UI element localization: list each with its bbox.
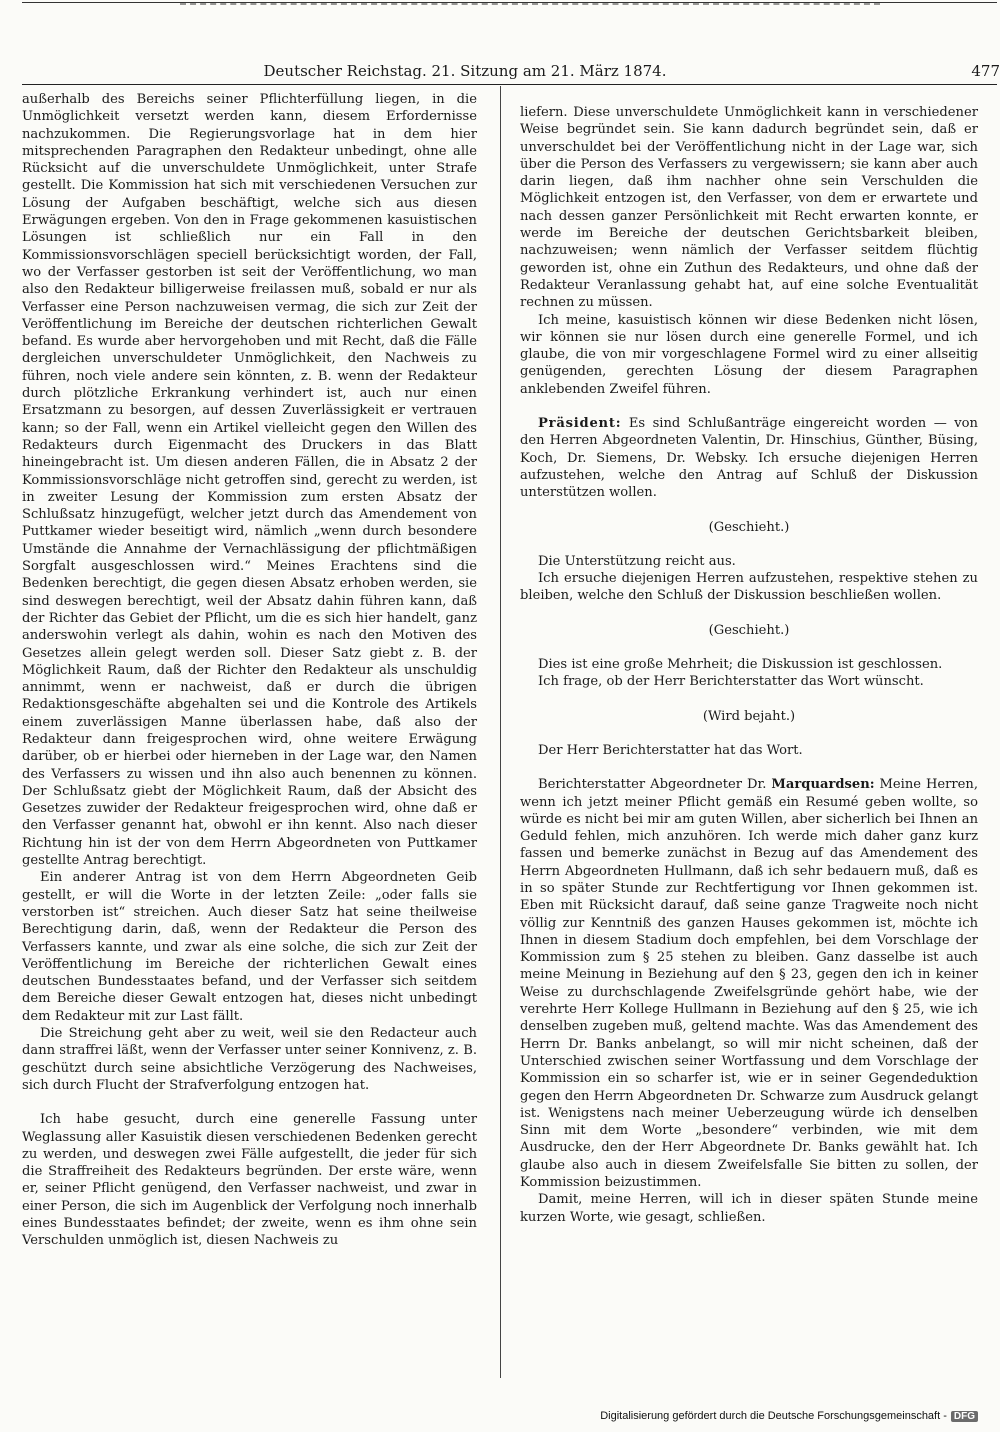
running-head: Deutscher Reichstag. 21. Sitzung am 21. März 1874. <box>263 62 667 80</box>
column-divider <box>500 86 501 1378</box>
left-column <box>22 91 477 1250</box>
stage-direction-3: (Wird bejaht.) <box>702 708 796 724</box>
digitization-credit <box>560 1410 978 1422</box>
header-rule <box>22 84 997 85</box>
right-paragraph-5: Dies ist eine große Mehrheit; die Diskussion ist geschlossen. <box>538 657 943 673</box>
speaker-name: Marquardsen: <box>771 777 875 793</box>
president-label: Präsident: <box>538 416 622 432</box>
stage-direction-2: (Geschieht.) <box>708 622 790 638</box>
scan-edge-marks <box>180 3 880 9</box>
left-paragraph-3: Die Streichung geht aber zu weit, weil sie den Redacteur auch dann straffrei läßt, wenn der Verfasser unter seiner Konnivenz, z. B. geschützt durch seine absichtliche Verzögerung des Nachweises, sich durch Flucht der Strafverfolgung entzogen hat. <box>22 1026 477 1093</box>
right-paragraph-7: Der Herr Berichterstatter hat das Wort. <box>538 742 803 758</box>
president-text: Es sind Schlußanträge eingereicht worden — von den Herren Abgeordneten Valentin, Dr. Hinschius, Günther, Büsing, Koch, Dr. Siemens, Dr. Websky. Ich ersuche diejenigen Herren aufzustehen, welche den Antrag auf Schluß der Diskussion unterstützen wollen. <box>520 416 978 501</box>
left-paragraph-4: Ich habe gesucht, durch eine generelle Fassung unter Weglassung aller Kasuistik diesen verschiedenen Bedenken gerecht zu werden, und deswegen zwei Fälle aufgestellt, die jeder für sich die Straffreiheit des Redakteurs begründen. Der erste wäre, wenn er, seiner Pflicht genügend, den Verfasser nachweist, und zwar in einer Person, die sich im Augenblick der Verfolgung noch innerhalb eines Bundesstaates befindet; der zweite, wenn es ihm ohne sein Verschulden unmöglich ist, diesen Nachweis zu <box>22 1112 477 1249</box>
right-column <box>520 104 978 1226</box>
page-number: 477 <box>971 62 1000 80</box>
dfg-logo-icon: DFG <box>951 1411 978 1422</box>
stage-direction-1: (Geschieht.) <box>708 519 790 535</box>
right-paragraph-8: Damit, meine Herren, will ich in dieser späten Stunde meine kurzen Worte, wie gesagt, schließen. <box>520 1192 978 1225</box>
right-paragraph-3: Die Unterstützung reicht aus. <box>538 553 736 569</box>
right-paragraph-2: Ich meine, kasuistisch können wir diese Bedenken nicht lösen, wir können sie nur lösen durch eine generelle Formel, und ich glaube, die von mir vorgeschlagene Formel wird zu einer allseitig genügenden, gerechten Lösung der diesem Paragraphen anklebenden Zweifel führen. <box>520 312 978 397</box>
speaker-prefix: Berichterstatter Abgeordneter Dr. <box>538 777 772 793</box>
speaker-statement <box>520 776 978 1191</box>
left-paragraph-1: außerhalb des Bereichs seiner Pflichterfüllung liegen, in die Unmöglichkeit versetzt werden kann, diesem Erfordernisse nachzukommen. Die Regierungsvorlage hat in dem hier mitsprechenden Paragraphen den Redakteur unbedingt, ohne alle Rücksicht auf die unverschuldete Unmöglichkeit, unter Strafe gestellt. Die Kommission hat sich mit verschiedenen Versuchen zur Lösung der Aufgaben beschäftigt, welche sich aus diesen Erwägungen ergeben. Von den in Frage gekommenen kasuistischen Lösungen ist schließlich nur ein Fall in den Kommissionsvorschlägen speciell berücksichtigt worden, der Fall, wo der Verfasser gestorben ist seit der Veröffentlichung, wo man also den Redakteur billigerweise freilassen muß, sobald er nur als Verfasser eine Person nachzuweisen vermag, die sich zur Zeit der Veröffentlichung im Bereiche der deutschen richterlichen Gewalt befand. Es wurde aber hervorgehoben und mit Recht, daß die Fälle dergleichen unverschuldeter Unmöglichkeit, den Nachweis zu führen, noch viele andere sein könnten, z. B. wenn der Redakteur durch plötzliche Erkrankung verhindert ist, auch nur einen Ersatzmann zu besorgen, auf dessen Zuverlässigkeit er vertrauen kann; so der Fall, wenn ein Artikel vielleicht gegen den Willen des Redakteurs durch Eigenmacht des Druckers in das Blatt hineingebracht ist. Um diesen anderen Fällen, die in Absatz 2 der Kommissionsvorschläge nicht getroffen sind, gerecht zu werden, ist in zweiter Lesung der Kommission zum ersten Absatz der Schlußsatz hinzugefügt, welcher jetzt durch das Amendement von Puttkamer wieder beseitigt wird, nämlich „wenn durch besondere Umstände die Annahme der Vernachlässigung der pflichtmäßigen Sorgfalt ausgeschlossen wird.“ Meines Erachtens sind die Bedenken berechtigt, die gegen diesen Absatz erhoben werden, sie sind deswegen berechtigt, weil der Absatz dahin führen kann, daß der Richter das Gebiet der Pflicht, um die es sich hier handelt, ganz anderswohin verlegt als dahin, wohin es nach den Motiven des Gesetzes allein gelegt werden soll. Dieser Satz giebt z. B. der Möglichkeit Raum, daß der Richter den Redakteur als unschuldig annimmt, wenn er nachweist, daß er durch die übrigen Redaktionsgeschäfte abgehalten sei und die Kontrole des Artikels einem zuverlässigen Manne überlassen habe, daß also der Redakteur dann freigesprochen wird, ohne weitere Erwägung darüber, ob er hierbei oder hierneben in der Lage war, den Namen des Verfassers zu wissen und ihn also auch benennen zu können. Der Schlußsatz giebt der Möglichkeit Raum, daß der Absicht des Gesetzes zuwider der Redakteur freigesprochen wird, ohne daß er den Verfasser genannt hat, obwohl er ihn kennt. Also nach dieser Richtung hin ist der von dem Herrn Abgeordneten von Puttkamer gestellte Antrag berechtigt. <box>22 92 477 869</box>
right-paragraph-6: Ich frage, ob der Herr Berichterstatter das Wort wünscht. <box>538 674 924 690</box>
right-paragraph-4: Ich ersuche diejenigen Herren aufzustehen, respektive stehen zu bleiben, welche den Schluß der Diskussion beschließen wollen. <box>520 571 978 604</box>
footer-text: Digitalisierung gefördert durch die Deutsche Forschungsgemeinschaft - <box>600 1410 947 1422</box>
right-paragraph-1: liefern. Diese unverschuldete Unmöglichkeit kann in verschiedener Weise begründet sein. Sie kann dadurch begründet sein, daß er unverschuldet bei der Veröffentlichung nicht in der Lage war, sich über die Person des Verfassers zu vergewissern; sie kann aber auch darin liegen, daß ihm nachher ohne sein Verschulden die Möglichkeit entzogen ist, den Verfasser, von dem er erwartete und nach dessen ganzer Persönlichkeit mit Recht erwarten konnte, er werde im Bereiche der deutschen Gerichtsbarkeit bleiben, nachzuweisen; wenn nämlich der Verfasser seitdem flüchtig geworden ist, ohne ein Zuthun des Redakteurs, und ohne daß der Redakteur Veranlassung gehabt hat, auf eine solche Eventualität rechnen zu müssen. <box>520 105 978 311</box>
speaker-text: Meine Herren, wenn ich jetzt meiner Pflicht gemäß ein Resumé geben wollte, so würde es nicht bei mir am guten Willen, aber sicherlich bei Ihnen an Geduld fehlen, mich anzuhören. Ich werde mich daher ganz kurz fassen und bemerke zunächst in Bezug auf das Amendement des Herrn Abgeordneten Hullmann, daß ich sehr bedauern muß, daß es in so später Stunde zur Rechtfertigung vor Ihnen gekommen ist. Eben mit Rücksicht darauf, daß seine ganze Tragweite noch nicht völlig zur Kenntniß des ganzen Hauses gekommen ist, möchte ich Ihnen in diesem Stadium doch empfehlen, bei dem Vorschlage der Kommission zum § 25 stehen zu bleiben. Ganz dasselbe ist auch meine Meinung in Beziehung auf den § 23, gegen den ich in keiner Weise zu durchschlagende Zweifelsgründe gehört habe, wie der verehrte Herr Kollege Hullmann in Beziehung auf den § 25, wie ich denselben zugeben muß, geltend machte. Was das Amendement des Herrn Dr. Banks anbelangt, so will mir nicht scheinen, daß der Unterschied zwischen seiner Wortfassung und dem Vorschlage der Kommission ein so scharfer ist, wie er in seiner Gegendeduktion gegen den Herrn Abgeordneten Dr. Schwarze zum Ausdruck gelangt ist. Wenigstens nach meiner Ueberzeugung würde ich denselben Sinn mit dem Worte „besondere“ verbinden, wie mit dem Ausdrucke, den der Herr Abgeordnete Dr. Banks gewählt hat. Ich glaube also auch in diesem Zweifelsfalle Sie bitten zu sollen, der Kommission beizustimmen. <box>520 777 978 1191</box>
page-header <box>0 62 1000 82</box>
left-paragraph-2: Ein anderer Antrag ist von dem Herrn Abgeordneten Geib gestellt, er will die Worte in der letzten Zeile: „oder falls sie verstorben ist“ streichen. Auch dieser Satz hat seine theilweise Berechtigung darin, daß, wenn der Redakteur die Person des Verfassers kannte, und zwar als eine solche, die sich zur Zeit der Veröffentlichung im Bereiche der richterlichen Gewalt eines deutschen Bundesstaates befand, und der Verfasser sich seitdem dem Bereiche dieser Gewalt entzogen hat, dieses nicht unbedingt dem Redakteur mit zur Last fällt. <box>22 870 477 1024</box>
president-statement <box>520 415 978 501</box>
